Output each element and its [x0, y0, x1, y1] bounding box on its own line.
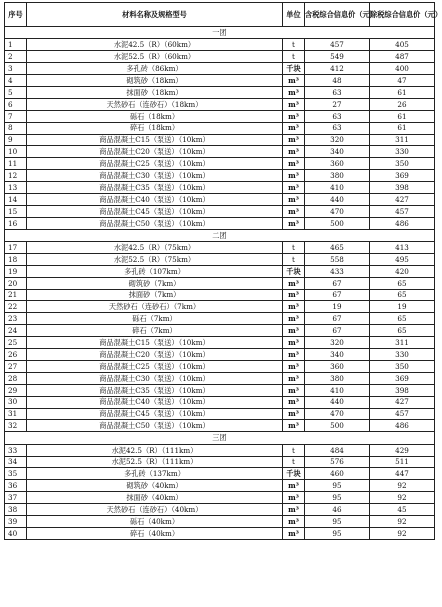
cell-notax-price: 400	[370, 63, 435, 75]
cell-name: 商品混凝土C35（泵送）（10km）	[27, 182, 283, 194]
cell-tax-price: 360	[305, 360, 370, 372]
cell-name: 天然砂石（连砂石）（40km）	[27, 504, 283, 516]
cell-unit: m³	[283, 313, 305, 325]
cell-tax-price: 484	[305, 444, 370, 456]
cell-tax-price: 380	[305, 372, 370, 384]
cell-tax-price: 63	[305, 122, 370, 134]
cell-tax-price: 360	[305, 158, 370, 170]
cell-unit: t	[283, 51, 305, 63]
cell-seq: 20	[5, 277, 27, 289]
cell-unit: t	[283, 39, 305, 51]
cell-name: 商品混凝土C45（泵送）（10km）	[27, 408, 283, 420]
cell-tax-price: 433	[305, 265, 370, 277]
table-row	[5, 205, 435, 217]
cell-tax-price: 470	[305, 408, 370, 420]
table-row	[5, 158, 435, 170]
header-unit: 单位	[283, 3, 305, 27]
cell-name: 商品混凝土C50（泵送）（10km）	[27, 420, 283, 432]
cell-notax-price: 427	[370, 193, 435, 205]
cell-tax-price: 63	[305, 110, 370, 122]
cell-notax-price: 26	[370, 98, 435, 110]
cell-name: 碎石（40km）	[27, 527, 283, 539]
cell-notax-price: 369	[370, 170, 435, 182]
cell-tax-price: 440	[305, 193, 370, 205]
cell-notax-price: 511	[370, 456, 435, 468]
cell-seq: 40	[5, 527, 27, 539]
cell-notax-price: 369	[370, 372, 435, 384]
cell-tax-price: 549	[305, 51, 370, 63]
table-row	[5, 384, 435, 396]
cell-unit: t	[283, 253, 305, 265]
table-row	[5, 110, 435, 122]
cell-tax-price: 340	[305, 146, 370, 158]
cell-seq: 26	[5, 349, 27, 361]
table-row	[5, 456, 435, 468]
cell-unit: m³	[283, 349, 305, 361]
header-row	[5, 3, 435, 27]
cell-notax-price: 350	[370, 360, 435, 372]
cell-seq: 33	[5, 444, 27, 456]
cell-notax-price: 47	[370, 75, 435, 87]
cell-seq: 37	[5, 492, 27, 504]
cell-tax-price: 465	[305, 242, 370, 254]
cell-tax-price: 48	[305, 75, 370, 87]
table-row	[5, 360, 435, 372]
cell-tax-price: 46	[305, 504, 370, 516]
cell-tax-price: 67	[305, 289, 370, 301]
cell-seq: 5	[5, 86, 27, 98]
table-row	[5, 134, 435, 146]
table-row	[5, 86, 435, 98]
cell-seq: 14	[5, 193, 27, 205]
cell-unit: 千块	[283, 63, 305, 75]
table-row	[5, 193, 435, 205]
cell-notax-price: 495	[370, 253, 435, 265]
cell-notax-price: 398	[370, 384, 435, 396]
cell-name: 商品混凝土C25（泵送）（10km）	[27, 158, 283, 170]
cell-unit: 千块	[283, 468, 305, 480]
cell-name: 多孔砖（137km）	[27, 468, 283, 480]
cell-name: 抹面砂（18km）	[27, 86, 283, 98]
cell-notax-price: 486	[370, 217, 435, 229]
cell-notax-price: 420	[370, 265, 435, 277]
cell-tax-price: 67	[305, 325, 370, 337]
cell-notax-price: 65	[370, 325, 435, 337]
cell-tax-price: 27	[305, 98, 370, 110]
cell-unit: m³	[283, 277, 305, 289]
cell-unit: m³	[283, 158, 305, 170]
cell-tax-price: 67	[305, 277, 370, 289]
cell-name: 抹面砂（40km）	[27, 492, 283, 504]
cell-seq: 39	[5, 516, 27, 528]
cell-name: 商品混凝土C40（泵送）（10km）	[27, 193, 283, 205]
cell-notax-price: 330	[370, 349, 435, 361]
cell-seq: 15	[5, 205, 27, 217]
cell-unit: m³	[283, 205, 305, 217]
cell-tax-price: 576	[305, 456, 370, 468]
cell-name: 砾石（18km）	[27, 110, 283, 122]
cell-unit: m³	[283, 146, 305, 158]
table-row	[5, 122, 435, 134]
cell-notax-price: 45	[370, 504, 435, 516]
cell-name: 商品混凝土C35（泵送）（10km）	[27, 384, 283, 396]
cell-name: 天然砂石（连砂石）（7km）	[27, 301, 283, 313]
cell-seq: 3	[5, 63, 27, 75]
cell-tax-price: 500	[305, 420, 370, 432]
cell-unit: m³	[283, 480, 305, 492]
cell-unit: m³	[283, 193, 305, 205]
cell-notax-price: 61	[370, 86, 435, 98]
table-row	[5, 51, 435, 63]
table-row	[5, 468, 435, 480]
cell-seq: 19	[5, 265, 27, 277]
table-row	[5, 217, 435, 229]
cell-tax-price: 19	[305, 301, 370, 313]
cell-tax-price: 410	[305, 384, 370, 396]
cell-name: 商品混凝土C30（泵送）（10km）	[27, 170, 283, 182]
cell-name: 水泥52.5（R）（75km）	[27, 253, 283, 265]
cell-name: 碎石（7km）	[27, 325, 283, 337]
cell-seq: 12	[5, 170, 27, 182]
cell-tax-price: 440	[305, 396, 370, 408]
cell-seq: 24	[5, 325, 27, 337]
cell-name: 水泥42.5（R）（60km）	[27, 39, 283, 51]
cell-unit: m³	[283, 110, 305, 122]
cell-unit: t	[283, 456, 305, 468]
cell-tax-price: 558	[305, 253, 370, 265]
group-title: 一团	[5, 27, 435, 39]
table-body	[5, 27, 435, 540]
cell-unit: m³	[283, 170, 305, 182]
cell-name: 商品混凝土C20（泵送）（10km）	[27, 349, 283, 361]
cell-tax-price: 63	[305, 86, 370, 98]
cell-tax-price: 500	[305, 217, 370, 229]
group-row	[5, 432, 435, 444]
cell-name: 碎石（18km）	[27, 122, 283, 134]
cell-notax-price: 61	[370, 122, 435, 134]
cell-name: 水泥52.5（R）（111km）	[27, 456, 283, 468]
table-row	[5, 265, 435, 277]
cell-seq: 10	[5, 146, 27, 158]
table-row	[5, 253, 435, 265]
header-notax-price: 除税综合信息价（元）	[370, 3, 435, 27]
cell-unit: m³	[283, 384, 305, 396]
cell-seq: 35	[5, 468, 27, 480]
cell-tax-price: 457	[305, 39, 370, 51]
cell-notax-price: 65	[370, 289, 435, 301]
cell-tax-price: 412	[305, 63, 370, 75]
cell-notax-price: 19	[370, 301, 435, 313]
cell-unit: m³	[283, 98, 305, 110]
table-row	[5, 372, 435, 384]
cell-seq: 7	[5, 110, 27, 122]
cell-seq: 29	[5, 384, 27, 396]
cell-unit: m³	[283, 408, 305, 420]
cell-unit: m³	[283, 122, 305, 134]
cell-notax-price: 405	[370, 39, 435, 51]
cell-seq: 27	[5, 360, 27, 372]
cell-unit: t	[283, 242, 305, 254]
cell-notax-price: 92	[370, 527, 435, 539]
cell-notax-price: 457	[370, 205, 435, 217]
cell-name: 商品混凝土C15（泵送）（10km）	[27, 337, 283, 349]
cell-unit: m³	[283, 86, 305, 98]
cell-name: 水泥42.5（R）（75km）	[27, 242, 283, 254]
table-row	[5, 182, 435, 194]
cell-unit: m³	[283, 372, 305, 384]
cell-name: 水泥42.5（R）（111km）	[27, 444, 283, 456]
table-row	[5, 480, 435, 492]
group-title: 二团	[5, 229, 435, 241]
cell-tax-price: 380	[305, 170, 370, 182]
cell-seq: 1	[5, 39, 27, 51]
cell-name: 多孔砖（107km）	[27, 265, 283, 277]
cell-notax-price: 330	[370, 146, 435, 158]
table-row	[5, 527, 435, 539]
table-row	[5, 313, 435, 325]
cell-seq: 6	[5, 98, 27, 110]
cell-notax-price: 447	[370, 468, 435, 480]
cell-name: 砌筑砂（18km）	[27, 75, 283, 87]
price-table	[4, 2, 442, 540]
table-row	[5, 39, 435, 51]
cell-unit: t	[283, 444, 305, 456]
cell-seq: 11	[5, 158, 27, 170]
cell-notax-price: 427	[370, 396, 435, 408]
cell-name: 砌筑砂（7km）	[27, 277, 283, 289]
cell-seq: 21	[5, 289, 27, 301]
cell-name: 抹面砂（7km）	[27, 289, 283, 301]
cell-name: 水泥52.5（R）（60km）	[27, 51, 283, 63]
table-row	[5, 170, 435, 182]
cell-seq: 36	[5, 480, 27, 492]
cell-tax-price: 95	[305, 527, 370, 539]
cell-seq: 32	[5, 420, 27, 432]
cell-name: 商品混凝土C40（泵送）（10km）	[27, 396, 283, 408]
cell-seq: 30	[5, 396, 27, 408]
cell-unit: m³	[283, 325, 305, 337]
cell-notax-price: 413	[370, 242, 435, 254]
cell-seq: 31	[5, 408, 27, 420]
cell-notax-price: 487	[370, 51, 435, 63]
cell-name: 商品混凝土C45（泵送）（10km）	[27, 205, 283, 217]
cell-seq: 9	[5, 134, 27, 146]
group-title: 三团	[5, 432, 435, 444]
cell-unit: m³	[283, 516, 305, 528]
header-name: 材料名称及规格型号	[27, 3, 283, 27]
cell-name: 砾石（40km）	[27, 516, 283, 528]
cell-seq: 17	[5, 242, 27, 254]
cell-unit: m³	[283, 360, 305, 372]
header-tax-price: 含税综合信息价（元）	[305, 3, 370, 27]
cell-seq: 13	[5, 182, 27, 194]
cell-seq: 34	[5, 456, 27, 468]
table-row	[5, 63, 435, 75]
cell-seq: 25	[5, 337, 27, 349]
cell-notax-price: 350	[370, 158, 435, 170]
cell-unit: m³	[283, 301, 305, 313]
table-row	[5, 349, 435, 361]
table-row	[5, 492, 435, 504]
table-row	[5, 242, 435, 254]
cell-seq: 22	[5, 301, 27, 313]
cell-tax-price: 320	[305, 134, 370, 146]
cell-notax-price: 92	[370, 492, 435, 504]
table-row	[5, 504, 435, 516]
cell-seq: 38	[5, 504, 27, 516]
cell-unit: m³	[283, 527, 305, 539]
cell-notax-price: 486	[370, 420, 435, 432]
cell-seq: 4	[5, 75, 27, 87]
table-row	[5, 420, 435, 432]
cell-name: 多孔砖（86km）	[27, 63, 283, 75]
cell-tax-price: 410	[305, 182, 370, 194]
table-row	[5, 289, 435, 301]
cell-seq: 18	[5, 253, 27, 265]
cell-tax-price: 95	[305, 516, 370, 528]
cell-seq: 8	[5, 122, 27, 134]
cell-unit: m³	[283, 396, 305, 408]
table-row	[5, 301, 435, 313]
cell-tax-price: 320	[305, 337, 370, 349]
cell-notax-price: 61	[370, 110, 435, 122]
header-seq: 序号	[5, 3, 27, 27]
cell-notax-price: 65	[370, 313, 435, 325]
cell-tax-price: 470	[305, 205, 370, 217]
table-row	[5, 75, 435, 87]
cell-unit: m³	[283, 217, 305, 229]
table-row	[5, 325, 435, 337]
cell-notax-price: 311	[370, 134, 435, 146]
cell-tax-price: 460	[305, 468, 370, 480]
cell-tax-price: 95	[305, 492, 370, 504]
cell-seq: 23	[5, 313, 27, 325]
cell-tax-price: 95	[305, 480, 370, 492]
cell-unit: m³	[283, 492, 305, 504]
table-row	[5, 146, 435, 158]
cell-name: 商品混凝土C50（泵送）（10km）	[27, 217, 283, 229]
cell-name: 商品混凝土C30（泵送）（10km）	[27, 372, 283, 384]
cell-name: 砌筑砂（40km）	[27, 480, 283, 492]
table-row	[5, 396, 435, 408]
cell-tax-price: 67	[305, 313, 370, 325]
cell-name: 砾石（7km）	[27, 313, 283, 325]
cell-notax-price: 429	[370, 444, 435, 456]
cell-unit: m³	[283, 134, 305, 146]
cell-seq: 16	[5, 217, 27, 229]
cell-unit: m³	[283, 289, 305, 301]
cell-notax-price: 398	[370, 182, 435, 194]
table-header	[5, 3, 442, 27]
cell-tax-price: 340	[305, 349, 370, 361]
cell-seq: 2	[5, 51, 27, 63]
cell-notax-price: 65	[370, 277, 435, 289]
cell-name: 商品混凝土C20（泵送）（10km）	[27, 146, 283, 158]
cell-seq: 28	[5, 372, 27, 384]
cell-name: 天然砂石（连砂石）（18km）	[27, 98, 283, 110]
table-row	[5, 337, 435, 349]
cell-unit: m³	[283, 75, 305, 87]
table-row	[5, 444, 435, 456]
cell-notax-price: 457	[370, 408, 435, 420]
group-row	[5, 27, 435, 39]
cell-notax-price: 311	[370, 337, 435, 349]
table-row	[5, 277, 435, 289]
cell-notax-price: 92	[370, 516, 435, 528]
table-row	[5, 98, 435, 110]
group-row	[5, 229, 435, 241]
cell-unit: 千块	[283, 265, 305, 277]
cell-unit: m³	[283, 182, 305, 194]
table-row	[5, 408, 435, 420]
cell-name: 商品混凝土C15（泵送）（10km）	[27, 134, 283, 146]
table-row	[5, 516, 435, 528]
cell-unit: m³	[283, 504, 305, 516]
cell-name: 商品混凝土C25（泵送）（10km）	[27, 360, 283, 372]
cell-notax-price: 92	[370, 480, 435, 492]
cell-unit: m³	[283, 337, 305, 349]
cell-unit: m³	[283, 420, 305, 432]
